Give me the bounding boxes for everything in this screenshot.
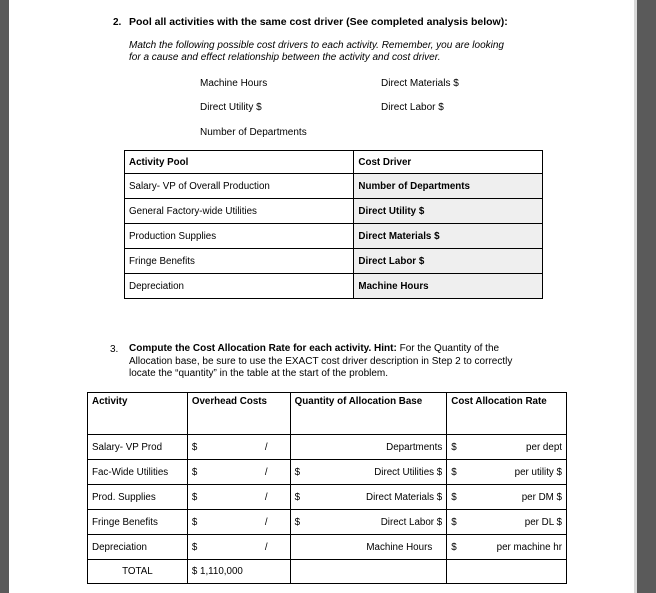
rate-cell[interactable]: $ per DL $	[447, 510, 567, 535]
driver-cell: Direct Utility $	[354, 199, 543, 224]
table-row	[88, 535, 567, 560]
quantity-cell[interactable]: $ Direct Utilities $	[290, 460, 447, 485]
q3-hint-label: Hint:	[371, 343, 397, 354]
header-quantity: Quantity of Allocation Base	[290, 393, 447, 435]
total-label: TOTAL	[88, 560, 188, 584]
q2-instructions-2: for a cause and effect relationship between the activity and cost driver.	[129, 52, 441, 63]
driver-cell: Direct Materials $	[354, 224, 543, 249]
activity-cell: Depreciation	[125, 274, 354, 299]
table-row	[125, 274, 543, 299]
header-rate: Cost Allocation Rate	[447, 393, 567, 435]
overhead-cell[interactable]: $ /	[187, 460, 290, 485]
total-quantity-cell	[290, 560, 447, 584]
driver-cell: Machine Hours	[354, 274, 543, 299]
table-header-row	[88, 393, 567, 435]
rate-cell[interactable]: $ per utility $	[447, 460, 567, 485]
header-cost-driver: Cost Driver	[354, 151, 543, 174]
option-machine-hours: Machine Hours	[200, 78, 268, 89]
table-row	[88, 510, 567, 535]
total-rate-cell	[447, 560, 567, 584]
driver-cell: Direct Labor $	[354, 249, 543, 274]
q3-hint-3: locate the “quantity” in the table at the start of the problem.	[129, 368, 389, 379]
rate-cell[interactable]: $ per dept	[447, 435, 567, 460]
total-row	[88, 560, 567, 584]
header-activity-pool: Activity Pool	[125, 151, 354, 174]
rate-cell[interactable]: $ per machine hr	[447, 535, 567, 560]
table-row	[125, 199, 543, 224]
overhead-cell[interactable]: $ /	[187, 535, 290, 560]
quantity-cell[interactable]: $ Direct Labor $	[290, 510, 447, 535]
table-row	[125, 224, 543, 249]
q3-hint-1: For the Quantity of the	[396, 343, 500, 354]
total-value: $ 1,110,000	[187, 560, 290, 584]
activity-cell: Fringe Benefits	[88, 510, 188, 535]
q3-text	[129, 343, 512, 381]
table-row	[88, 485, 567, 510]
overhead-cell[interactable]: $ /	[187, 485, 290, 510]
activity-cell: Production Supplies	[125, 224, 354, 249]
table-row	[88, 460, 567, 485]
table-row	[125, 174, 543, 199]
activity-cell: Salary- VP of Overall Production	[125, 174, 354, 199]
header-overhead-costs: Overhead Costs	[187, 393, 290, 435]
allocation-rate-table	[87, 392, 567, 584]
overhead-cell[interactable]: $ /	[187, 510, 290, 535]
table-header-row	[125, 151, 543, 174]
q3-hint-2: Allocation base, be sure to use the EXACT cost driver description in Step 2 to correctly	[129, 355, 513, 367]
activity-cell: Fac-Wide Utilities	[88, 460, 188, 485]
document-page	[9, 0, 637, 593]
option-number-of-departments: Number of Departments	[200, 127, 307, 138]
q3-title: Compute the Cost Allocation Rate for each activity.	[129, 343, 372, 354]
activity-cell: Depreciation	[88, 535, 188, 560]
q3-number: 3.	[110, 344, 119, 355]
rate-cell[interactable]: $ per DM $	[447, 485, 567, 510]
activity-cell: Salary- VP Prod	[88, 435, 188, 460]
quantity-cell[interactable]: $ Direct Materials $	[290, 485, 447, 510]
activity-cell: Prod. Supplies	[88, 485, 188, 510]
q2-title: Pool all activities with the same cost driver (See completed analysis below):	[129, 16, 508, 28]
overhead-cell[interactable]: $ /	[187, 435, 290, 460]
q2-number: 2.	[113, 17, 122, 28]
activity-cell: Fringe Benefits	[125, 249, 354, 274]
activity-pool-table	[124, 150, 543, 299]
table-row	[125, 249, 543, 274]
option-direct-utility: Direct Utility $	[200, 102, 262, 113]
quantity-cell[interactable]: Machine Hours	[290, 535, 447, 560]
table-row	[88, 435, 567, 460]
activity-cell: General Factory-wide Utilities	[125, 199, 354, 224]
q2-instructions-1: Match the following possible cost drivers to each activity. Remember, you are looking	[129, 40, 504, 51]
quantity-cell[interactable]: Departments	[290, 435, 447, 460]
option-direct-materials: Direct Materials $	[381, 78, 459, 89]
option-direct-labor: Direct Labor $	[381, 102, 444, 113]
driver-cell: Number of Departments	[354, 174, 543, 199]
header-activity: Activity	[88, 393, 188, 435]
